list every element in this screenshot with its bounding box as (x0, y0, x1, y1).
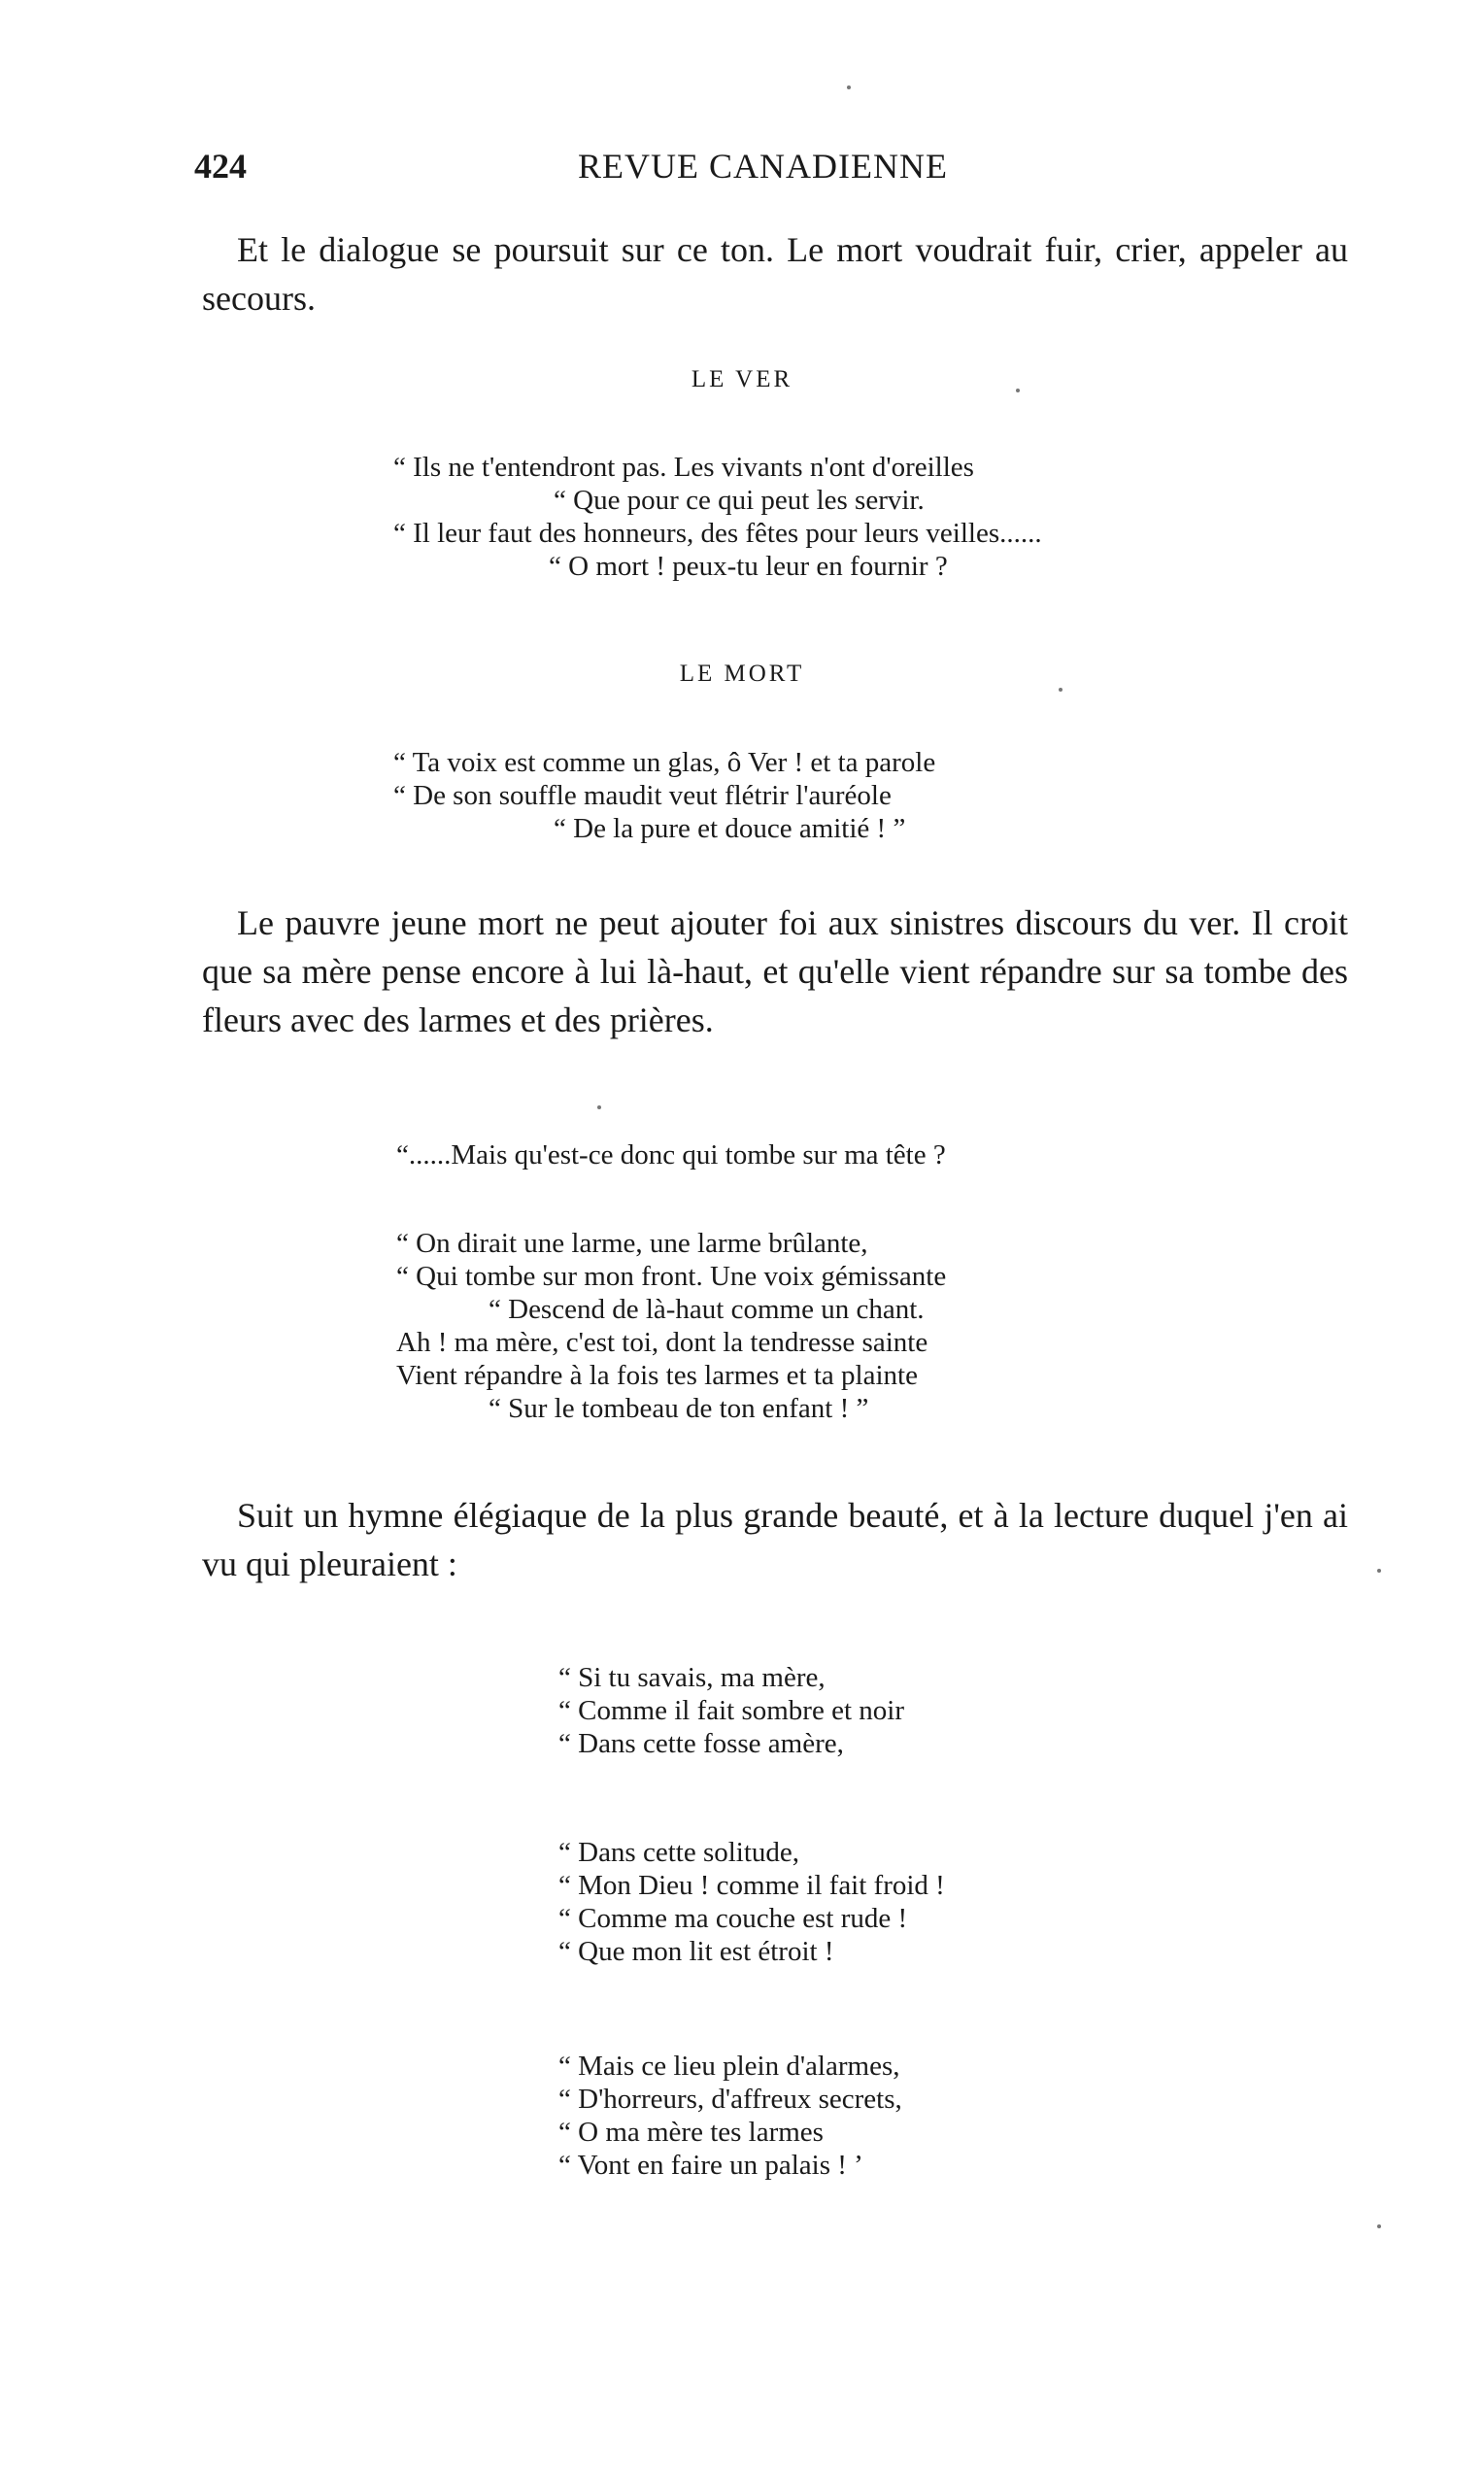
page-header (194, 146, 1311, 194)
paragraph-intro: Et le dialogue se poursuit sur ce ton. Le mort voudrait fuir, crier, appeler au secours. (202, 230, 1348, 318)
verse-line: “ Comme ma couche est rude ! (558, 1903, 908, 1934)
verse-line: “ Dans cette fosse amère, (558, 1728, 844, 1759)
verse-line: “ Comme il fait sombre et noir (558, 1695, 904, 1726)
verse-line: “ Sur le tombeau de ton enfant ! ” (489, 1393, 869, 1424)
paragraph-pauvre-mort: Le pauvre jeune mort ne peut ajouter foi aux sinistres discours du ver. Il croit que sa mère pense encore à lui là-haut, et qu'elle vient répandre sur sa tombe des fleurs avec des larmes et des prières. (202, 903, 1348, 1039)
print-speck (1016, 389, 1020, 392)
verse-line: “ De son souffle maudit veut flétrir l'auréole (393, 780, 892, 811)
verse-line: “ Mais ce lieu plein d'alarmes, (558, 2051, 900, 2082)
verse-quote-larme (396, 1227, 946, 1425)
speaker-le-ver: LE VER (691, 366, 793, 392)
verse-line: “ Vont en faire un palais ! ’ (558, 2150, 863, 2181)
hymn-stanza-2 (558, 1836, 945, 1968)
page-number: 424 (194, 147, 247, 186)
verse-line: “ Mon Dieu ! comme il fait froid ! (558, 1870, 945, 1901)
verse-line: “ Que mon lit est étroit ! (558, 1936, 834, 1967)
verse-line: Ah ! ma mère, c'est toi, dont la tendresse sainte (396, 1327, 928, 1358)
verse-line: “......Mais qu'est-ce donc qui tombe sur ma tête ? (396, 1139, 946, 1171)
paragraph-hymne: Suit un hymne élégiaque de la plus grande beauté, et à la lecture duquel j'en ai vu qui pleuraient : (202, 1496, 1348, 1583)
print-speck (1377, 1569, 1381, 1573)
verse-le-ver (393, 451, 1042, 583)
verse-quote-tete (396, 1138, 946, 1171)
hymn-stanza-1 (558, 1661, 904, 1760)
verse-line: “ Descend de là-haut comme un chant. (489, 1294, 925, 1325)
print-speck (847, 85, 851, 89)
speaker-le-mort: LE MORT (679, 661, 805, 687)
verse-line: “ Ils ne t'entendront pas. Les vivants n'ont d'oreilles (393, 452, 974, 483)
verse-line: “ O ma mère tes larmes (558, 2117, 824, 2148)
print-speck (597, 1105, 601, 1109)
verse-line: “ Dans cette solitude, (558, 1837, 800, 1868)
verse-line: “ Qui tombe sur mon front. Une voix gémissante (396, 1261, 947, 1292)
verse-line: “ Ta voix est comme un glas, ô Ver ! et ta parole (393, 747, 936, 778)
verse-line: “ Que pour ce qui peut les servir. (554, 485, 925, 516)
verse-line: Vient répandre à la fois tes larmes et ta plainte (396, 1360, 918, 1391)
running-title: REVUE CANADIENNE (578, 147, 948, 186)
verse-le-mort (393, 746, 935, 845)
verse-line: “ On dirait une larme, une larme brûlante, (396, 1228, 868, 1259)
verse-line: “ De la pure et douce amitié ! ” (554, 813, 906, 844)
verse-line: “ O mort ! peux-tu leur en fournir ? (549, 551, 948, 582)
verse-line: “ D'horreurs, d'affreux secrets, (558, 2084, 902, 2115)
hymn-stanza-3 (558, 2050, 902, 2182)
verse-line: “ Si tu savais, ma mère, (558, 1662, 826, 1693)
print-speck (1059, 688, 1062, 692)
verse-line: “ Il leur faut des honneurs, des fêtes pour leurs veilles...... (393, 518, 1042, 549)
print-speck (1377, 2224, 1381, 2228)
